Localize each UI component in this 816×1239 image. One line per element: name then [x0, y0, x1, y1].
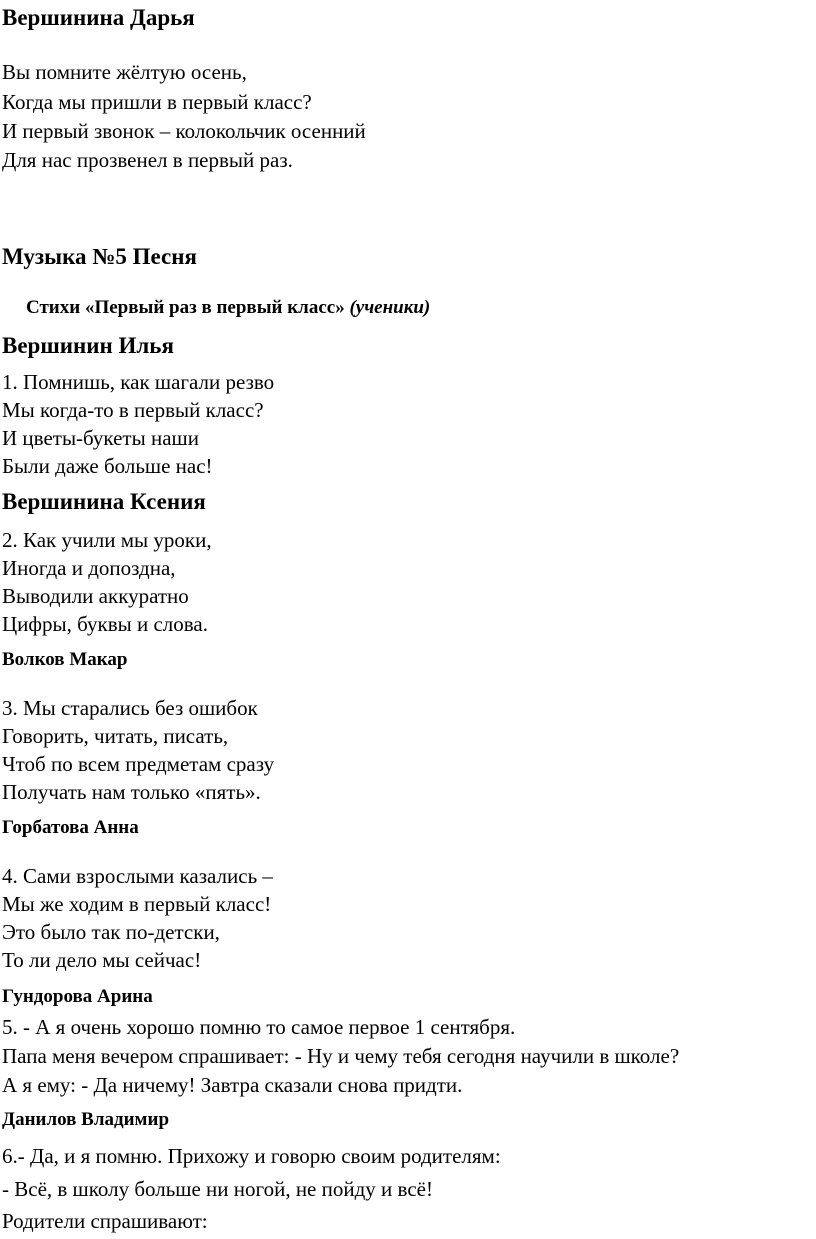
poem-subtitle [26, 294, 430, 322]
verse-line: И цветы-букеты наши [2, 426, 199, 450]
verse-line: Получать нам только «пять». [2, 780, 261, 804]
speaker-heading: Горбатова Анна [2, 817, 139, 838]
verse-line: Чтоб по всем предметам сразу [2, 752, 275, 776]
speaker-heading: Данилов Владимир [2, 1109, 170, 1130]
verse-line: А я ему: - Да ничему! Завтра сказали снова придти. [2, 1073, 463, 1097]
speaker-heading: Вершинина Ксения [2, 489, 206, 514]
verse-line: - Всё, в школу больше ни ногой, не пойду и всё! [2, 1177, 433, 1201]
verse-line: Цифры, буквы и слова. [2, 612, 208, 636]
verse-line: Это было так по-детски, [2, 920, 220, 944]
verse-line: Говорить, читать, писать, [2, 724, 229, 748]
verse-line: Мы же ходим в первый класс! [2, 892, 272, 916]
verse-line: Вы помните жёлтую осень, [2, 60, 247, 84]
speaker-heading: Вершинина Дарья [2, 5, 195, 30]
verse-line: 2. Как учили мы уроки, [2, 528, 212, 552]
verse-line: Мы когда-то в первый класс? [2, 398, 264, 422]
verse-line: То ли дело мы сейчас! [2, 948, 202, 972]
speaker-heading: Волков Макар [2, 649, 128, 670]
verse-line: Папа меня вечером спрашивает: - Ну и чему тебя сегодня научили в школе? [2, 1044, 680, 1068]
poem-title: Стихи «Первый раз в первый класс» [26, 297, 345, 318]
speaker-heading: Вершинин Илья [2, 333, 174, 358]
performers-note: (ученики) [349, 297, 431, 318]
verse-line: Выводили аккуратно [2, 584, 189, 608]
verse-line: Родители спрашивают: [2, 1209, 208, 1233]
verse-line: 6.- Да, и я помню. Прихожу и говорю своим родителям: [2, 1144, 501, 1168]
verse-line: И первый звонок – колокольчик осенний [2, 119, 366, 143]
verse-line: Иногда и допоздна, [2, 556, 176, 580]
verse-line: 4. Сами взрослыми казались – [2, 864, 273, 888]
speaker-heading: Гундорова Арина [2, 986, 153, 1007]
verse-line: 3. Мы старались без ошибок [2, 696, 258, 720]
verse-line: 5. - А я очень хорошо помню то самое первое 1 сентября. [2, 1015, 516, 1039]
verse-line: Были даже больше нас! [2, 454, 213, 478]
verse-line: Когда мы пришли в первый класс? [2, 90, 312, 114]
section-heading: Музыка №5 Песня [2, 244, 197, 269]
verse-line: Для нас прозвенел в первый раз. [2, 148, 293, 172]
verse-line: 1. Помнишь, как шагали резво [2, 370, 275, 394]
